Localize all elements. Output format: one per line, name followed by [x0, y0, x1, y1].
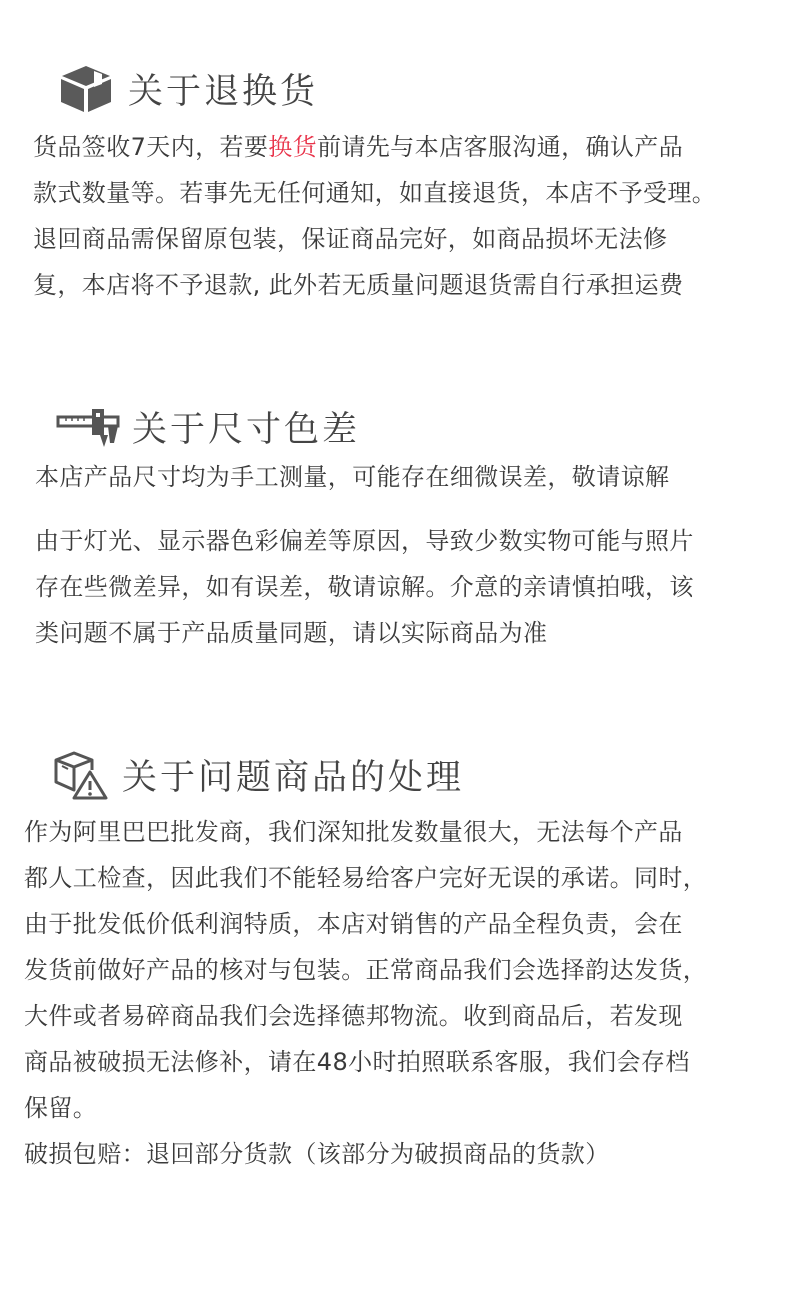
text-line: 破损包赔：退回部分货款（该部分为破损商品的货款）: [24, 1140, 610, 1168]
section-title: 关于尺寸色差: [132, 410, 361, 450]
caliper-icon: [56, 405, 120, 449]
section-heading: [52, 750, 464, 800]
text-line: 大件或者易碎商品我们会选择德邦物流。收到商品后，若发现: [24, 1002, 683, 1030]
text-line: 存在些微差异，如有误差，敬请谅解。介意的亲请慎拍哦，该: [35, 573, 694, 601]
section-title: 关于退换货: [128, 72, 319, 112]
text-line: 发货前做好产品的核对与包装。正常商品我们会选择韵达发货，: [24, 956, 708, 984]
damaged-box-warning-icon: [52, 750, 108, 800]
box-icon: [58, 64, 114, 114]
text-line: 商品被破损无法修补，请在48小时拍照联系客服，我们会存档: [24, 1048, 690, 1076]
text-line: 款式数量等。若事先无任何通知，如直接退货，本店不予受理。: [33, 179, 717, 207]
paragraph: [33, 124, 716, 308]
section-heading: [58, 64, 318, 114]
paragraph: [35, 518, 694, 656]
text-line: 货品签收7天内，若要换货前请先与本店客服沟通，确认产品: [33, 133, 684, 161]
text-line: 作为阿里巴巴批发商，我们深知批发数量很大，无法每个产品: [24, 818, 683, 846]
paragraph: [35, 454, 669, 500]
text-line: 都人工检查，因此我们不能轻易给客户完好无误的承诺。同时，: [24, 864, 708, 892]
text-line: 由于灯光、显示器色彩偏差等原因，导致少数实物可能与照片: [35, 527, 694, 555]
text-line: 退回商品需保留原包装，保证商品完好，如商品损坏无法修: [33, 225, 668, 253]
highlight-text: 换货: [268, 133, 318, 161]
section-title: 关于问题商品的处理: [122, 758, 465, 798]
paragraph: [24, 809, 707, 1177]
text-line: 类问题不属于产品质量同题，请以实际商品为准: [35, 619, 548, 647]
text-line: 保留。: [24, 1094, 98, 1122]
section-heading: [56, 402, 360, 452]
text-line: 本店产品尺寸均为手工测量，可能存在细微误差，敬请谅解: [35, 463, 670, 491]
text-line: 由于批发低价低利润特质，本店对销售的产品全程负责，会在: [24, 910, 683, 938]
text-line: 复，本店将不予退款, 此外若无质量问题退货需自行承担运费: [33, 271, 684, 299]
